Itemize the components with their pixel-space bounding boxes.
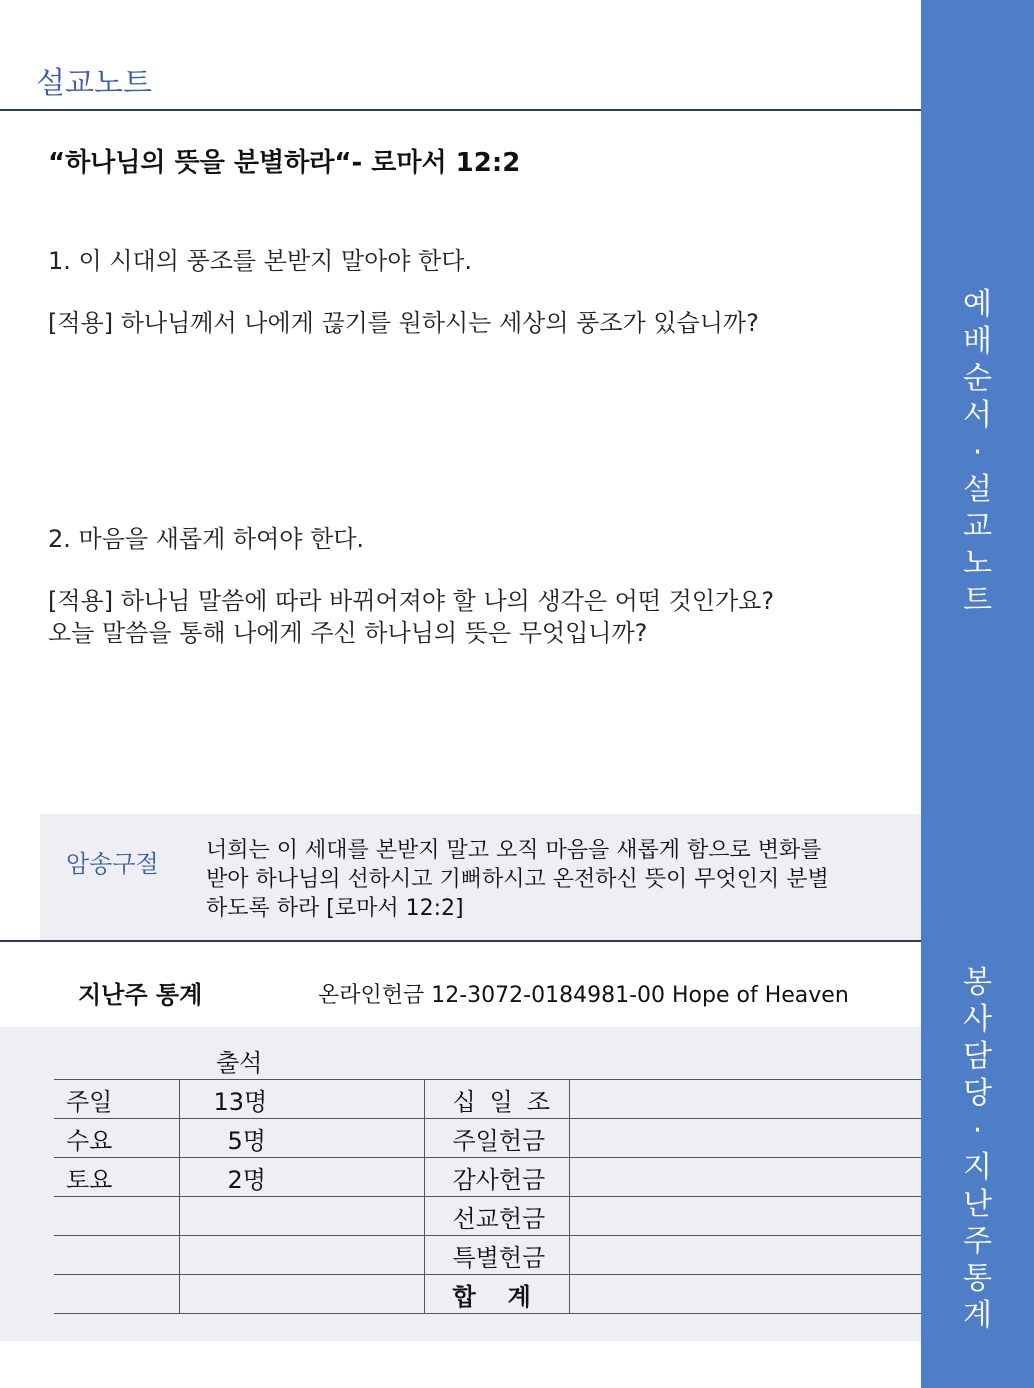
sidebar-char: · [972,435,983,470]
sidebar-char: · [972,1113,983,1148]
offering-total-label: 합계 [424,1275,569,1314]
attendance-day: 수요 [54,1119,179,1158]
sidebar-char: 지 [963,1150,992,1185]
offering-amount [569,1080,921,1119]
sidebar-char: 배 [963,324,992,359]
attendance-day [54,1197,179,1236]
sidebar-char: 통 [963,1261,992,1296]
sermon-point-1: 1. 이 시대의 풍조를 본받지 말아야 한다. [48,247,473,275]
sidebar-char: 노 [963,546,992,581]
stats-title: 지난주 통계 [78,981,203,1009]
sidebar-char: 순 [963,361,992,396]
application-2-line-1: [적용] 하나님 말씀에 따라 바뀌어져야 할 나의 생각은 어떤 것인가요? [48,587,775,615]
online-offering-account: 온라인헌금 12-3072-0184981-00 Hope of Heaven [318,983,849,1008]
attendance-count: 5명 [179,1119,424,1158]
attendance-day: 토요 [54,1158,179,1197]
table-row [54,1275,921,1314]
sidebar-char: 당 [963,1076,992,1111]
attendance-count: 2명 [179,1158,424,1197]
sermon-note-heading: 설교노트 [36,66,152,101]
sidebar-char: 담 [963,1039,992,1074]
offering-amount [569,1275,921,1314]
offering-label: 감사헌금 [424,1158,569,1197]
sidebar-char: 사 [963,1002,992,1037]
table-row [54,1236,921,1275]
heading-divider [0,109,921,111]
sermon-title: “하나님의 뜻을 분별하라“- 로마서 12:2 [48,148,521,178]
offering-amount [569,1197,921,1236]
attendance-count [179,1275,424,1314]
offering-label: 특별헌금 [424,1236,569,1275]
table-row [54,1080,921,1119]
offering-amount [569,1158,921,1197]
sidebar-label-service-stats [921,964,1034,1334]
memory-verse-label: 암송구절 [66,850,159,878]
memory-verse-line: 받아 하나님의 선하시고 기뻐하시고 온전하신 뜻이 무엇인지 분별 [206,867,829,892]
sidebar-char: 트 [963,583,992,618]
memory-verse-text [206,836,906,923]
attendance-day: 주일 [54,1080,179,1119]
sidebar-char: 설 [963,472,992,507]
sidebar-char: 난 [963,1187,992,1222]
attendance-count: 13명 [179,1080,424,1119]
sidebar-char: 주 [963,1224,992,1259]
offering-amount [569,1119,921,1158]
offering-amount [569,1236,921,1275]
memory-verse-box [40,814,921,940]
table-row [54,1158,921,1197]
attendance-count [179,1197,424,1236]
offering-label: 주일헌금 [424,1119,569,1158]
attendance-day [54,1236,179,1275]
table-row [54,1197,921,1236]
attendance-count [179,1236,424,1275]
memory-verse-line: 너희는 이 세대를 본받지 말고 오직 마음을 새롭게 함으로 변화를 [206,838,822,863]
attendance-day [54,1275,179,1314]
application-1: [적용] 하나님께서 나에게 끊기를 원하시는 세상의 풍조가 있습니까? [48,309,759,337]
stats-table [54,1079,921,1314]
offering-label: 십일조 [424,1080,569,1119]
sidebar [921,0,1034,1388]
stats-divider [0,940,921,942]
sidebar-char: 봉 [963,965,992,1000]
sermon-point-2: 2. 마음을 새롭게 하여야 한다. [48,525,365,553]
application-2-line-2: 오늘 말씀을 통해 나에게 주신 하나님의 뜻은 무엇입니까? [48,619,648,647]
table-row [54,1119,921,1158]
sidebar-char: 서 [963,398,992,433]
offering-label: 선교헌금 [424,1197,569,1236]
sidebar-label-worship-order [921,286,1034,619]
sidebar-char: 예 [963,287,992,322]
memory-verse-line: 하도록 하라 [로마서 12:2] [206,896,464,921]
attendance-header: 출석 [216,1049,263,1077]
sidebar-char: 교 [963,509,992,544]
sidebar-char: 계 [963,1298,992,1333]
